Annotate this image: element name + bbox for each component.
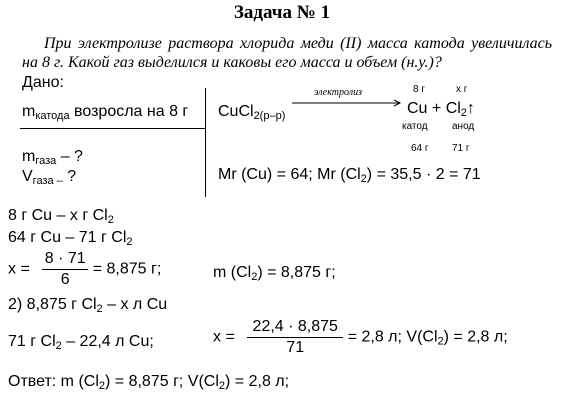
mass-result	[213, 264, 336, 282]
x-equals-2: х =	[213, 328, 235, 346]
reactant	[218, 103, 285, 121]
line4-text-b: – х л Cu	[102, 296, 168, 313]
find-gas-mass	[22, 148, 83, 166]
line5-text-a: 71 г Cl	[8, 333, 56, 350]
molar-mass-line	[218, 166, 481, 184]
fraction-1	[42, 250, 88, 289]
given-divider	[20, 128, 205, 129]
find-m-text: – ?	[56, 148, 83, 165]
given-vertical-divider	[205, 88, 206, 197]
x-equals-1: х =	[8, 260, 30, 278]
mass-result-a: m (Cl	[213, 264, 252, 281]
label-cathode: катод	[402, 121, 428, 132]
answer-b: ) = 8,875 г; V(Cl	[105, 373, 219, 390]
product-cl-subscript: 2	[460, 107, 467, 119]
fraction-1-numerator: 8 · 71	[42, 250, 88, 270]
solution-line-4	[8, 296, 167, 314]
given-m-text: возросла на 8 г	[69, 103, 189, 120]
fraction-2-result-a: = 2,8 л; V(Cl	[347, 328, 438, 346]
fraction-2-result-b: ) = 2,8 л;	[443, 328, 508, 346]
mr-text-a: Mr (Cu) = 64; Mr (Cl	[218, 166, 361, 183]
answer-c: ) = 2,8 л;	[225, 373, 290, 390]
above-cl: х г	[456, 84, 468, 95]
answer-subscript-1: 2	[98, 380, 106, 392]
line5-subscript: 2	[55, 340, 62, 352]
problem-condition: При электролизе раствора хлорида меди (II) масса катода увеличилась на 8 г. Какой газ выделился и каковы его масса и объем (н.у.)?	[22, 35, 552, 71]
line1-subscript: 2	[107, 214, 114, 226]
solution-line-1	[8, 207, 114, 225]
reaction-products	[407, 100, 475, 118]
molar-mass-cu: 64 г	[411, 143, 429, 154]
reaction-arrow	[292, 99, 404, 107]
fraction-1-denominator: 6	[60, 271, 70, 288]
answer-a: Ответ: m (Cl	[8, 373, 99, 390]
find-v-text: ?	[62, 168, 77, 185]
fraction-2-denominator: 71	[286, 339, 305, 356]
given-cathode-mass	[22, 103, 188, 121]
product-cl: Cl	[445, 100, 461, 117]
molar-mass-cl: 71 г	[452, 143, 470, 154]
fraction-2-subscript: 2	[437, 335, 444, 348]
product-cu: Cu	[407, 100, 428, 117]
fraction-2	[247, 318, 343, 357]
solution-line-2	[8, 229, 133, 247]
answer-line	[8, 373, 289, 391]
page-title: Задача № 1	[233, 2, 331, 23]
find-v-symbol: V	[22, 168, 33, 185]
product-plus: +	[427, 100, 446, 117]
fraction-1-result: = 8,875 г;	[92, 260, 162, 278]
find-m-subscript: газа	[35, 155, 57, 167]
label-anode: анод	[452, 121, 475, 132]
line4-subscript: 2	[96, 303, 103, 315]
fraction-equation-2	[213, 318, 508, 357]
given-m-symbol: m	[22, 103, 36, 120]
line5-text-b: – 22,4 л Cu;	[61, 333, 154, 350]
find-gas-volume	[22, 168, 76, 186]
answer-subscript-2: 2	[218, 380, 226, 392]
reactant-subscript: 2(р–р)	[253, 110, 286, 122]
mr-text-b: ) = 35,5 · 2 = 71	[366, 166, 481, 183]
fraction-2-numerator: 22,4 · 8,875	[247, 318, 343, 338]
gas-arrow-icon: ↑	[466, 100, 475, 117]
mass-result-b: ) = 8,875 г;	[257, 264, 336, 281]
reactant-formula: CuCl	[218, 103, 254, 120]
given-header: Дано:	[22, 74, 64, 91]
arrow-label: электролиз	[314, 87, 362, 98]
above-cu: 8 г	[413, 84, 425, 95]
line4-text-a: 2) 8,875 г Cl	[8, 296, 97, 313]
find-v-subscript: газа –	[32, 175, 63, 187]
solution-line-5	[8, 333, 154, 351]
line1-text: 8 г Cu – х г Cl	[8, 207, 108, 224]
line2-subscript: 2	[126, 236, 133, 248]
given-m-subscript: катода	[35, 110, 70, 122]
find-m-symbol: m	[22, 148, 36, 165]
mr-subscript: 2	[360, 173, 367, 185]
line2-text: 64 г Cu – 71 г Cl	[8, 229, 127, 246]
fraction-equation-1	[8, 250, 161, 289]
mass-result-subscript: 2	[251, 271, 258, 283]
